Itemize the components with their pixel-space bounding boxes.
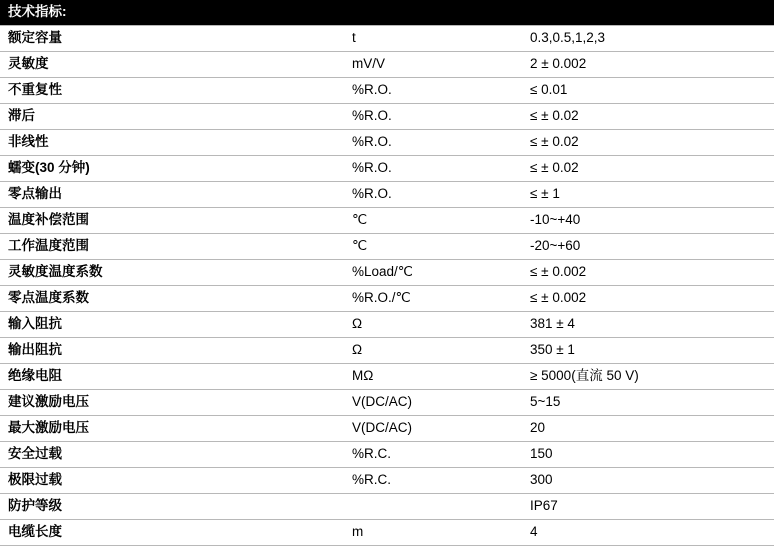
- spec-name: 滞后: [0, 104, 344, 130]
- spec-value: -10~+40: [522, 208, 774, 234]
- spec-value: 4: [522, 520, 774, 546]
- spec-name: 蠕变(30 分钟): [0, 156, 344, 182]
- spec-value: 2 ± 0.002: [522, 52, 774, 78]
- spec-unit: ℃: [344, 234, 522, 260]
- spec-unit: m: [344, 520, 522, 546]
- table-row: [0, 26, 774, 52]
- spec-unit: V(DC/AC): [344, 416, 522, 442]
- spec-name: 不重复性: [0, 78, 344, 104]
- spec-value: ≥ 5000(直流 50 V): [522, 364, 774, 390]
- table-title: 技术指标:: [0, 0, 774, 26]
- spec-unit: V(DC/AC): [344, 390, 522, 416]
- spec-value: ≤ ± 0.02: [522, 104, 774, 130]
- spec-unit: %R.O.: [344, 78, 522, 104]
- table-row: [0, 260, 774, 286]
- spec-value: 300: [522, 468, 774, 494]
- table-row: [0, 364, 774, 390]
- spec-name: 安全过载: [0, 442, 344, 468]
- spec-name: 输入阻抗: [0, 312, 344, 338]
- table-row: [0, 104, 774, 130]
- spec-name: 灵敏度温度系数: [0, 260, 344, 286]
- spec-unit: %R.O.: [344, 104, 522, 130]
- spec-unit: %R.O.: [344, 156, 522, 182]
- table-row: [0, 208, 774, 234]
- spec-unit: %R.O.: [344, 182, 522, 208]
- spec-name: 零点温度系数: [0, 286, 344, 312]
- spec-value: ≤ ± 0.002: [522, 260, 774, 286]
- spec-unit: mV/V: [344, 52, 522, 78]
- spec-name: 工作温度范围: [0, 234, 344, 260]
- spec-value: IP67: [522, 494, 774, 520]
- spec-value: -20~+60: [522, 234, 774, 260]
- spec-unit: [344, 494, 522, 520]
- table-row: [0, 390, 774, 416]
- spec-value: 381 ± 4: [522, 312, 774, 338]
- spec-name: 输出阻抗: [0, 338, 344, 364]
- spec-value: 150: [522, 442, 774, 468]
- table-row: [0, 52, 774, 78]
- spec-value: ≤ ± 0.002: [522, 286, 774, 312]
- spec-unit: %R.O.: [344, 130, 522, 156]
- spec-unit: %Load/℃: [344, 260, 522, 286]
- spec-name: 温度补偿范围: [0, 208, 344, 234]
- spec-name: 电缆长度: [0, 520, 344, 546]
- spec-unit: %R.C.: [344, 442, 522, 468]
- spec-value: 5~15: [522, 390, 774, 416]
- spec-unit: %R.C.: [344, 468, 522, 494]
- spec-unit: Ω: [344, 312, 522, 338]
- spec-unit: ℃: [344, 208, 522, 234]
- table-header-row: [0, 0, 774, 26]
- table-row: [0, 442, 774, 468]
- spec-value: ≤ ± 1: [522, 182, 774, 208]
- spec-value: ≤ ± 0.02: [522, 156, 774, 182]
- table-row: [0, 286, 774, 312]
- spec-unit: t: [344, 26, 522, 52]
- table-row: [0, 338, 774, 364]
- table-row: [0, 468, 774, 494]
- table-row: [0, 78, 774, 104]
- spec-unit: %R.O./℃: [344, 286, 522, 312]
- table-row: [0, 416, 774, 442]
- spec-value: 20: [522, 416, 774, 442]
- spec-name: 非线性: [0, 130, 344, 156]
- spec-name: 建议激励电压: [0, 390, 344, 416]
- spec-unit: Ω: [344, 338, 522, 364]
- spec-name: 最大激励电压: [0, 416, 344, 442]
- spec-name: 极限过载: [0, 468, 344, 494]
- spec-unit: MΩ: [344, 364, 522, 390]
- table-row: [0, 156, 774, 182]
- spec-value: ≤ ± 0.02: [522, 130, 774, 156]
- spec-name: 灵敏度: [0, 52, 344, 78]
- table-row: [0, 234, 774, 260]
- spec-name: 绝缘电阻: [0, 364, 344, 390]
- table-row: [0, 494, 774, 520]
- spec-value: ≤ 0.01: [522, 78, 774, 104]
- table-row: [0, 520, 774, 546]
- table-row: [0, 130, 774, 156]
- spec-name: 额定容量: [0, 26, 344, 52]
- table-row: [0, 312, 774, 338]
- spec-name: 防护等级: [0, 494, 344, 520]
- table-row: [0, 182, 774, 208]
- spec-value: 350 ± 1: [522, 338, 774, 364]
- spec-name: 零点输出: [0, 182, 344, 208]
- spec-value: 0.3,0.5,1,2,3: [522, 26, 774, 52]
